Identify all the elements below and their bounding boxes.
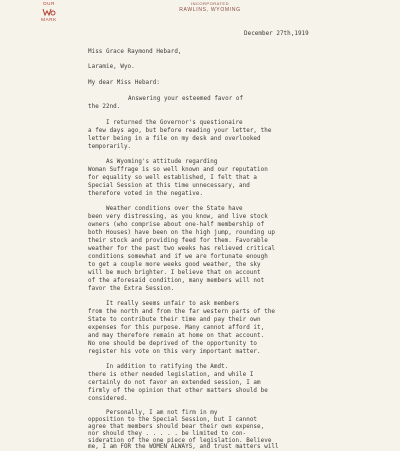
body-line: sideration of the one piece of legislation. Believe [88, 438, 272, 444]
body-line: of the aforesaid condition, many members will not [88, 278, 265, 284]
mark-bottom-text: MARK [41, 17, 57, 22]
body-line: agree that members should bear their own expense, [88, 424, 265, 430]
body-line: firmly of the opinion that other matters should be [88, 388, 268, 394]
body-line: No one should be deprived of the opportunity to [88, 341, 258, 347]
body-line: opposition to the Special Session, but I cannot [88, 417, 258, 423]
body-line: and may therefore remain at home on that account. [88, 333, 265, 339]
body-line: weather for the past two weeks has relieved critical [88, 246, 276, 252]
body-line: expenses for this purpose. Many cannot afford it, [88, 325, 265, 331]
body-line: certainly do not favor an extended session, I am [88, 380, 261, 386]
body-line: both Houses) have been on the high jump, rounding up [88, 230, 276, 236]
body-line: Special Session at this time unnecessary, and [88, 183, 250, 189]
body-line: It really seems unfair to ask members [88, 301, 240, 307]
body-line: there is other needed legislation, and while I [88, 372, 254, 378]
opening-line: the 22nd. [88, 104, 121, 110]
body-line: As Wyoming's attitude regarding [88, 159, 218, 165]
body-line: In addition to ratifying the Amdt. [88, 364, 229, 370]
letter-date: December 27th,1919 [244, 31, 309, 37]
body-line: Weather conditions over the State have [88, 206, 243, 212]
body-line: State to contribute their time and pay their own [88, 317, 261, 323]
body-line: letter being in a file on my desk and overlooked [88, 136, 261, 142]
body-line: to get a couple more weeks good weather, the sky [88, 262, 261, 268]
opening-line: Answering your esteemed favor of [128, 96, 244, 102]
body-line: for equality so well established, I felt that a [88, 175, 258, 181]
body-line: their stock and providing feed for them. Favorable [88, 238, 268, 244]
letterhead [150, 0, 270, 14]
address-line: Miss Grace Raymond Hebard, [88, 49, 182, 55]
letterhead-mark [38, 1, 60, 23]
wo-monogram-logo-icon [42, 7, 56, 17]
body-line: I returned the Governor's questionaire [88, 120, 243, 126]
body-line: Woman Suffrage is so well known and our reputation [88, 167, 268, 173]
letterhead-location: RAWLINS, WYOMING [179, 7, 241, 13]
body-line: therefore voted in the negative. [88, 191, 204, 197]
body-line: considered. [88, 396, 128, 402]
body-line: Personally, I am not firm in my [88, 410, 218, 416]
body-line: register his vote on this very important matter. [88, 349, 261, 355]
body-line: nor should they . . . . . be limited to con- [88, 431, 247, 437]
body-line: a few days ago, but before reading your letter, the [88, 128, 272, 134]
body-line: temporarily. [88, 144, 132, 150]
body-line: me, I am FOR the WOMEN ALWAYS, and trust matters will [88, 444, 279, 450]
body-line: favor the Extra Session. [88, 286, 175, 292]
body-line: owners (who comprise about one-half membership of [88, 222, 265, 228]
salutation: My dear Miss Hebard: [88, 80, 160, 86]
letterhead-incorporated: INCORPORATED [191, 1, 229, 6]
mark-top-text: OUR [42, 1, 55, 6]
body-line: conditions somewhat and if we are fortunate enough [88, 254, 268, 260]
body-line: will be much brighter. I believe that on account [88, 270, 261, 276]
body-line: from the north and from the far western parts of the [88, 309, 276, 315]
body-line: been very distressing, as you know, and live stock [88, 214, 268, 220]
address-line: Laramie, Wyo. [88, 64, 135, 70]
